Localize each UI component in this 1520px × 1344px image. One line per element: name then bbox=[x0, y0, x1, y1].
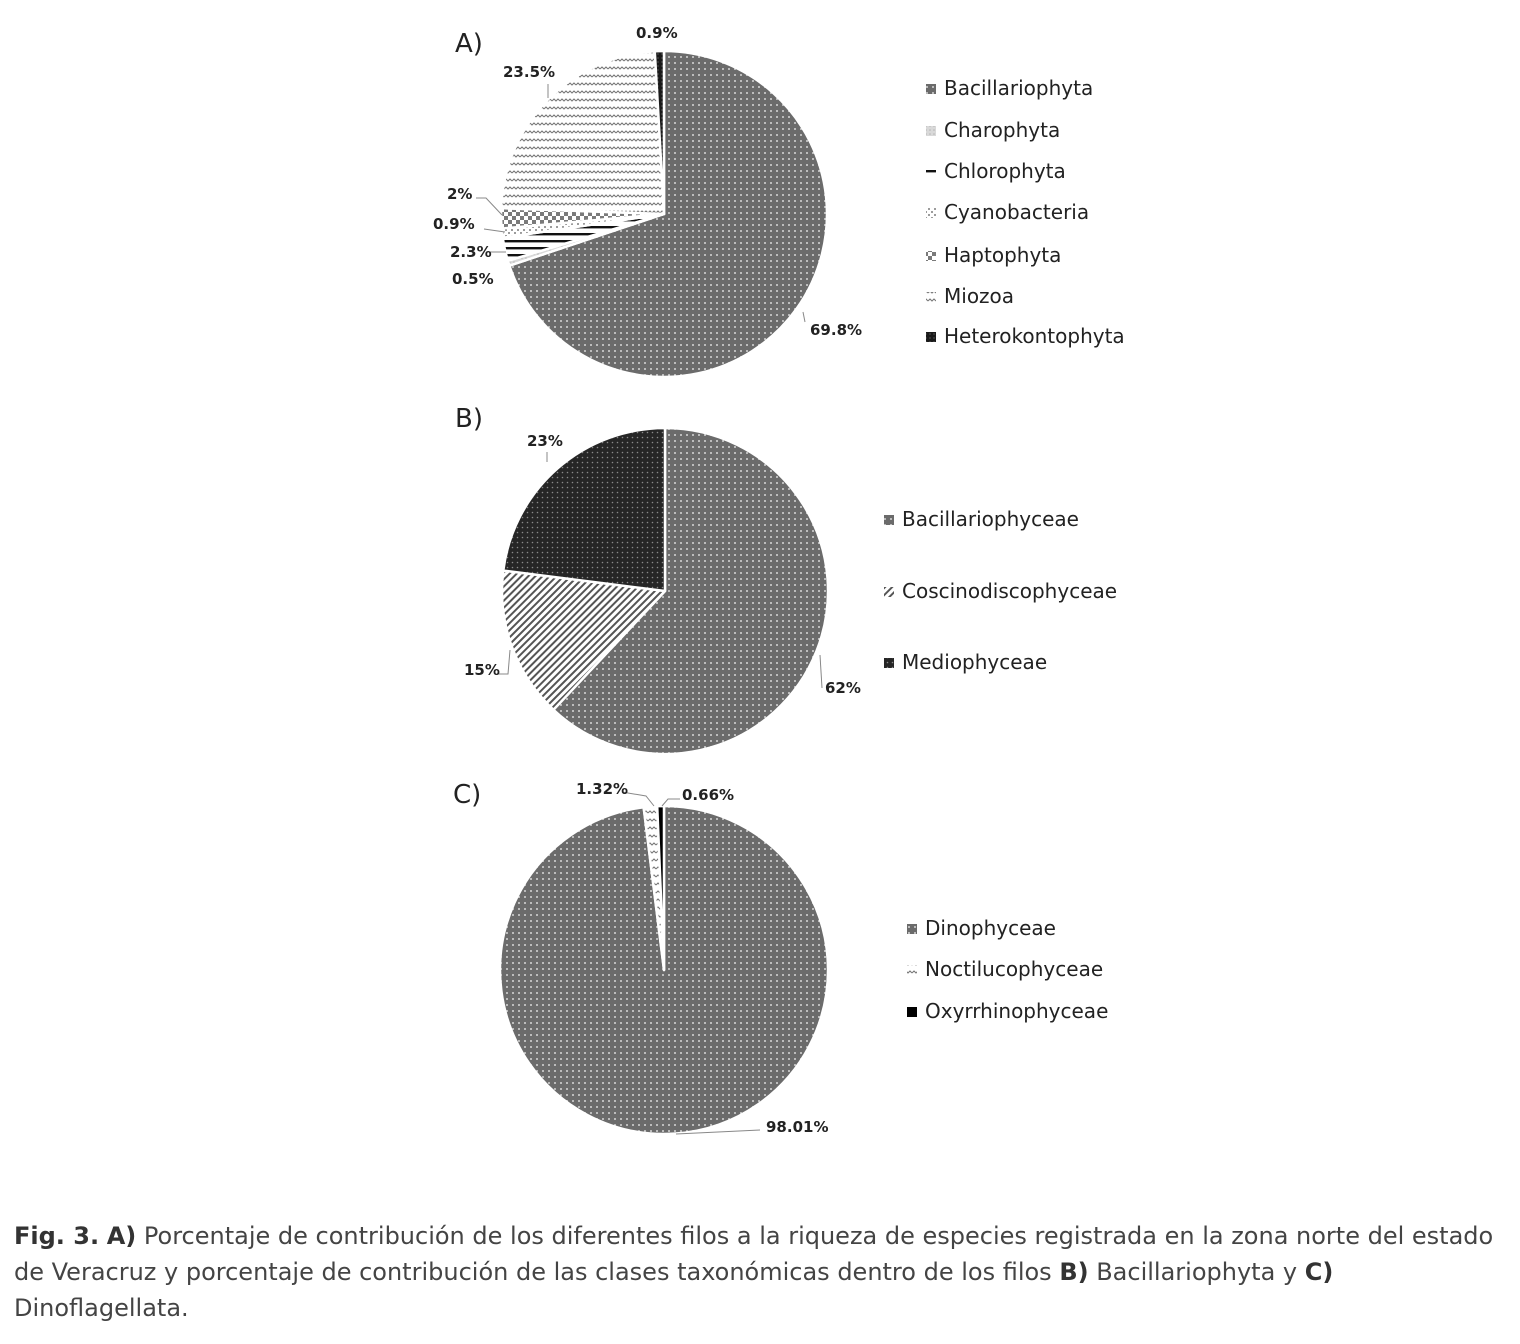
legend-swatch-bacillariophyta bbox=[926, 84, 936, 94]
figure-caption bbox=[14, 1218, 1504, 1326]
pie-c-label-oxyrrhinophyceae: 0.66% bbox=[682, 786, 735, 804]
caption-c-label: C) bbox=[1304, 1258, 1334, 1286]
legend-item-oxyrrhinophyceae: Oxyrrhinophyceae bbox=[925, 999, 1109, 1023]
legend-swatch-oxyrrhinophyceae bbox=[907, 1007, 917, 1017]
pie-b-slices bbox=[502, 428, 828, 754]
caption-text-3: Dinoflagellata. bbox=[14, 1294, 189, 1322]
legend-item-heterokontophyta: Heterokontophyta bbox=[944, 324, 1125, 348]
pie-c-label-dinophyceae: 98.01% bbox=[766, 1118, 829, 1136]
legend-swatch-bacillariophyceae bbox=[884, 515, 894, 525]
legend-item-bacillariophyta: Bacillariophyta bbox=[944, 76, 1094, 100]
pie-c-label-noctilucophyceae: 1.32% bbox=[576, 780, 629, 798]
legend-item-charophyta: Charophyta bbox=[944, 118, 1061, 142]
pie-b-label-coscinodiscophyceae: 15% bbox=[464, 661, 500, 679]
pie-a-label-bacillariophyta: 69.8% bbox=[810, 321, 863, 339]
pie-a-label-cyanobacteria: 0.9% bbox=[433, 215, 475, 233]
legend-swatch-haptophyta bbox=[926, 251, 936, 261]
pie-a-label-miozoa: 23.5% bbox=[503, 63, 556, 81]
caption-text-2: Bacillariophyta y bbox=[1088, 1258, 1305, 1286]
legend-item-noctilucophyceae: Noctilucophyceae bbox=[925, 957, 1104, 981]
pie-panel-b bbox=[455, 404, 1117, 754]
legend-item-bacillariophyceae: Bacillariophyceae bbox=[902, 507, 1079, 531]
pie-b-label-bacillariophyceae: 62% bbox=[825, 679, 861, 697]
caption-a-label: A) bbox=[106, 1222, 137, 1250]
legend-swatch-mediophyceae bbox=[884, 658, 894, 668]
pie-b-legend bbox=[884, 507, 1117, 674]
legend-item-dinophyceae: Dinophyceae bbox=[925, 916, 1056, 940]
legend-item-coscinodiscophyceae: Coscinodiscophyceae bbox=[902, 579, 1118, 603]
legend-swatch-chlorophyta bbox=[926, 167, 936, 177]
legend-item-chlorophyta: Chlorophyta bbox=[944, 159, 1066, 183]
pie-a-label-chlorophyta: 2.3% bbox=[450, 243, 492, 261]
pie-b-label-mediophyceae: 23% bbox=[527, 432, 563, 450]
caption-fig-label: Fig. 3. bbox=[14, 1222, 100, 1250]
legend-swatch-cyanobacteria bbox=[926, 208, 936, 218]
legend-item-haptophyta: Haptophyta bbox=[944, 243, 1062, 267]
panel-label-c: C) bbox=[453, 780, 482, 810]
legend-item-miozoa: Miozoa bbox=[944, 284, 1015, 308]
legend-item-mediophyceae: Mediophyceae bbox=[902, 650, 1048, 674]
pie-a-label-haptophyta: 2% bbox=[447, 185, 473, 203]
legend-swatch-heterokontophyta bbox=[926, 332, 936, 342]
legend-swatch-dinophyceae bbox=[907, 924, 917, 934]
pie-c-slices bbox=[500, 806, 828, 1134]
pie-slice-mediophyceae bbox=[503, 428, 665, 591]
legend-swatch-noctilucophyceae bbox=[907, 965, 917, 975]
caption-b-label: B) bbox=[1059, 1258, 1089, 1286]
pie-panel-c bbox=[453, 780, 1108, 1136]
legend-swatch-coscinodiscophyceae bbox=[884, 587, 894, 597]
legend-swatch-miozoa bbox=[926, 292, 936, 302]
pie-c-legend bbox=[907, 916, 1108, 1023]
caption-text-1: Porcentaje de contribución de los diferentes filos a la riqueza de especies registrada en la zona norte del estado de Veracruz y porcentaje de contribución de las clases taxonómicas dentro de los filos bbox=[14, 1222, 1494, 1286]
pie-a-label-charophyta: 0.5% bbox=[452, 270, 494, 288]
pie-a-slices bbox=[501, 51, 827, 377]
legend-swatch-charophyta bbox=[926, 126, 936, 136]
legend-item-cyanobacteria: Cyanobacteria bbox=[944, 200, 1090, 224]
pie-a-label-heterokontophyta: 0.9% bbox=[636, 24, 678, 42]
pie-a-legend bbox=[926, 76, 1125, 348]
panel-label-a: A) bbox=[455, 29, 483, 59]
pie-panel-a bbox=[433, 24, 1125, 377]
panel-label-b: B) bbox=[455, 404, 483, 434]
